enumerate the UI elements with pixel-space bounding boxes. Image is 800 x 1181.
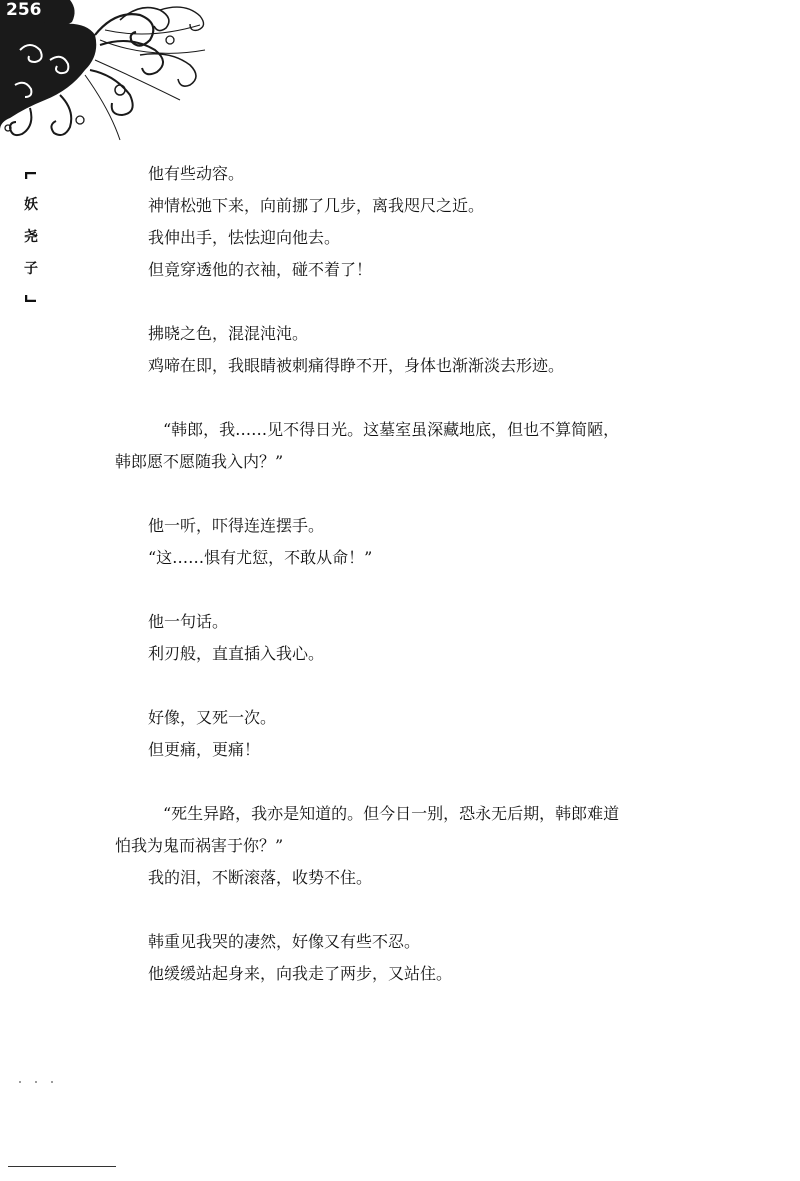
text-line: 神情松弛下来，向前挪了几步，离我咫尺之近。 bbox=[148, 196, 485, 215]
running-title-char: 子 bbox=[24, 261, 38, 277]
paragraph bbox=[115, 798, 730, 894]
footer-rule bbox=[8, 1166, 116, 1167]
text-line: 拂晓之色，混混沌沌。 bbox=[148, 324, 309, 343]
bracket-top-icon bbox=[25, 172, 37, 180]
text-line: “这……惧有尤愆，不敢从命！” bbox=[148, 548, 373, 567]
text-line: 韩郎愿不愿随我入内？” bbox=[115, 452, 284, 471]
bracket-bottom-icon bbox=[25, 294, 37, 302]
text-line: 他一听，吓得连连摆手。 bbox=[148, 516, 325, 535]
body-text bbox=[115, 158, 730, 990]
text-line: 利刃般，直直插入我心。 bbox=[148, 644, 325, 663]
running-title-char: 尧 bbox=[24, 229, 38, 245]
text-line: “死生异路，我亦是知道的。但今日一别，恐永无后期，韩郎难道 bbox=[163, 804, 620, 823]
text-line: “韩郎，我……见不得日光。这墓室虽深藏地底，但也不算简陋， bbox=[163, 420, 620, 439]
page-number: 256 bbox=[6, 0, 42, 20]
text-line: 但竟穿透他的衣袖，碰不着了！ bbox=[148, 260, 373, 279]
text-line: 怕我为鬼而祸害于你？” bbox=[115, 836, 284, 855]
text-line: 鸡啼在即，我眼睛被刺痛得睁不开，身体也渐渐淡去形迹。 bbox=[148, 356, 565, 375]
paragraph bbox=[115, 318, 730, 382]
running-title-char: 妖 bbox=[24, 197, 38, 213]
paragraph bbox=[115, 414, 730, 478]
paragraph bbox=[115, 510, 730, 574]
text-line: 他缓缓站起身来，向我走了两步，又站住。 bbox=[148, 964, 453, 983]
paragraph bbox=[115, 926, 730, 990]
text-line: 他一句话。 bbox=[148, 612, 229, 631]
paragraph bbox=[115, 702, 730, 766]
text-line: 我伸出手，怯怯迎向他去。 bbox=[148, 228, 341, 247]
paragraph bbox=[115, 158, 730, 286]
text-line: 韩重见我哭的凄然，好像又有些不忍。 bbox=[148, 932, 421, 951]
text-line: 他有些动容。 bbox=[148, 164, 245, 183]
paragraph bbox=[115, 606, 730, 670]
swirl-vine-ornament-icon bbox=[0, 0, 215, 150]
running-title bbox=[20, 172, 42, 302]
text-line: 但更痛，更痛！ bbox=[148, 740, 261, 759]
footer-marks bbox=[8, 1078, 68, 1086]
text-line: 我的泪，不断滚落，收势不住。 bbox=[148, 868, 373, 887]
text-line: 好像，又死一次。 bbox=[148, 708, 277, 727]
